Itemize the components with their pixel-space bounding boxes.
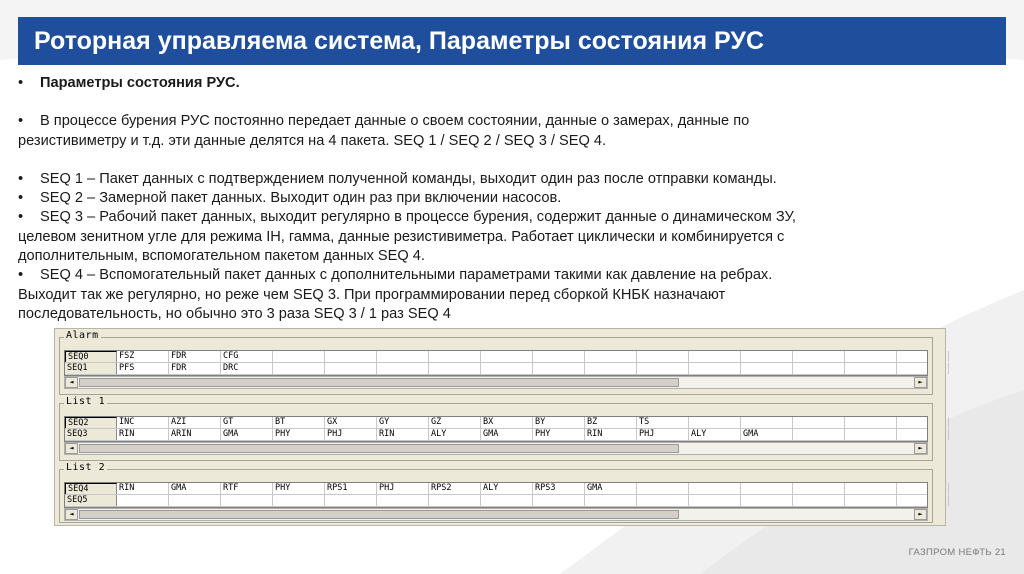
table-cell[interactable]: RPS1 — [325, 483, 377, 494]
table-cell[interactable]: RIN — [117, 429, 169, 440]
table-row — [65, 483, 927, 495]
table-cell[interactable] — [585, 495, 637, 506]
table-cell[interactable] — [897, 483, 949, 494]
table-cell[interactable] — [897, 495, 949, 506]
table-cell[interactable]: PHY — [273, 429, 325, 440]
scroll-thumb[interactable] — [79, 510, 679, 519]
table-cell[interactable]: INC — [117, 417, 169, 428]
table-cell[interactable] — [637, 495, 689, 506]
table-cell[interactable] — [845, 483, 897, 494]
table-cell[interactable] — [689, 417, 741, 428]
table-cell[interactable]: BY — [533, 417, 585, 428]
table-cell[interactable] — [793, 495, 845, 506]
table-cell[interactable]: BX — [481, 417, 533, 428]
table-cell[interactable]: BT — [273, 417, 325, 428]
table-cell[interactable] — [741, 363, 793, 374]
table-cell[interactable]: FDR — [169, 363, 221, 374]
table-cell[interactable]: RPS3 — [533, 483, 585, 494]
group-list2 — [59, 462, 933, 523]
bullet-2: • В процессе бурения РУС постоянно передает данные о своем состоянии, данные о замерах, данные по — [18, 113, 750, 130]
bullet-2-cont: резистивиметру и т.д. эти данные делятся на 4 пакета. SEQ 1 / SEQ 2 / SEQ 3 / SEQ 4. — [18, 132, 607, 149]
table-cell[interactable] — [897, 363, 949, 374]
scroll-right-icon[interactable]: ► — [914, 377, 927, 388]
row-header[interactable]: SEQ3 — [65, 429, 117, 440]
group-label-list2: List 2 — [66, 462, 106, 473]
table-cell[interactable] — [481, 351, 533, 362]
row-header[interactable]: SEQ0 — [65, 351, 117, 362]
table-cell[interactable] — [429, 363, 481, 374]
page-title: Роторная управляема система, Параметры состояния РУС — [34, 26, 764, 55]
table-cell[interactable] — [117, 495, 169, 506]
body-text — [18, 74, 993, 324]
table-cell[interactable] — [689, 363, 741, 374]
table-cell[interactable]: GZ — [429, 417, 481, 428]
bullet-3: • SEQ 1 – Пакет данных с подтверждением полученной команды, выходит один раз после отправки команды. — [18, 170, 777, 187]
table-cell[interactable] — [377, 363, 429, 374]
table-cell[interactable]: RIN — [377, 429, 429, 440]
footer-page-number: 21 — [994, 547, 1006, 558]
table-cell[interactable] — [689, 495, 741, 506]
table-cell[interactable] — [637, 351, 689, 362]
table-cell[interactable]: ALY — [689, 429, 741, 440]
table-cell[interactable] — [897, 351, 949, 362]
table-cell[interactable]: GMA — [221, 429, 273, 440]
table-cell[interactable] — [845, 417, 897, 428]
table-cell[interactable] — [481, 363, 533, 374]
table-cell[interactable] — [845, 363, 897, 374]
table-cell[interactable]: ARIN — [169, 429, 221, 440]
table-cell[interactable]: ALY — [481, 483, 533, 494]
row-header[interactable]: SEQ4 — [65, 483, 117, 494]
bullet-6: • SEQ 4 – Вспомогательный пакет данных с дополнительными параметрами такими как давление на ребрах. — [18, 267, 773, 284]
table-cell[interactable] — [793, 429, 845, 440]
seq-config-screenshot — [54, 328, 946, 526]
table-cell[interactable] — [741, 417, 793, 428]
table-cell[interactable] — [377, 495, 429, 506]
table-cell[interactable] — [533, 363, 585, 374]
table-cell[interactable]: AZI — [169, 417, 221, 428]
table-cell[interactable] — [637, 363, 689, 374]
scroll-thumb[interactable] — [79, 378, 679, 387]
table-cell[interactable] — [481, 495, 533, 506]
table-cell[interactable] — [637, 483, 689, 494]
table-cell[interactable]: BZ — [585, 417, 637, 428]
bullet-4: • SEQ 2 – Замерной пакет данных. Выходит один раз при включении насосов. — [18, 190, 562, 207]
scroll-left-icon[interactable]: ◄ — [65, 443, 78, 454]
table-cell[interactable] — [897, 417, 949, 428]
table-cell[interactable]: PHY — [273, 483, 325, 494]
scroll-right-icon[interactable]: ► — [914, 443, 927, 454]
table-cell[interactable]: GX — [325, 417, 377, 428]
scroll-left-icon[interactable]: ◄ — [65, 509, 78, 520]
table-cell[interactable] — [429, 495, 481, 506]
hscroll-list2[interactable] — [64, 508, 928, 521]
table-cell[interactable]: CFG — [221, 351, 273, 362]
table-row — [65, 351, 927, 363]
table-cell[interactable] — [793, 417, 845, 428]
table-cell[interactable]: RPS2 — [429, 483, 481, 494]
group-list1 — [59, 396, 933, 461]
table-cell[interactable] — [793, 483, 845, 494]
table-cell[interactable] — [533, 495, 585, 506]
table-cell[interactable] — [741, 483, 793, 494]
table-cell[interactable] — [585, 351, 637, 362]
table-cell[interactable]: PFS — [117, 363, 169, 374]
table-cell[interactable] — [689, 351, 741, 362]
table-cell[interactable]: ALY — [429, 429, 481, 440]
table-cell[interactable] — [845, 351, 897, 362]
table-row — [65, 495, 927, 507]
grid-list2 — [64, 482, 928, 508]
table-cell[interactable] — [377, 351, 429, 362]
table-cell[interactable]: GT — [221, 417, 273, 428]
grid-alarm — [64, 350, 928, 376]
table-row — [65, 363, 927, 375]
table-cell[interactable] — [169, 495, 221, 506]
title-bar — [18, 17, 1006, 65]
row-header[interactable]: SEQ5 — [65, 495, 117, 506]
table-cell[interactable]: PHJ — [637, 429, 689, 440]
table-cell[interactable]: PHJ — [325, 429, 377, 440]
row-header[interactable]: SEQ1 — [65, 363, 117, 374]
table-cell[interactable] — [325, 363, 377, 374]
scroll-right-icon[interactable]: ► — [914, 509, 927, 520]
table-cell[interactable] — [793, 363, 845, 374]
table-cell[interactable] — [533, 351, 585, 362]
table-row — [65, 429, 927, 441]
table-cell[interactable]: GMA — [585, 483, 637, 494]
table-cell[interactable]: GY — [377, 417, 429, 428]
bullet-5-cont-2: дополнительным, вспомогательном пакетом данных SEQ 4. — [18, 248, 425, 265]
table-cell[interactable] — [273, 495, 325, 506]
table-cell[interactable] — [273, 363, 325, 374]
scroll-left-icon[interactable]: ◄ — [65, 377, 78, 388]
table-cell[interactable] — [429, 351, 481, 362]
table-cell[interactable] — [793, 351, 845, 362]
hscroll-list1[interactable] — [64, 442, 928, 455]
table-cell[interactable]: GMA — [481, 429, 533, 440]
group-label-alarm: Alarm — [66, 330, 99, 341]
grid-list1 — [64, 416, 928, 442]
group-label-list1: List 1 — [66, 396, 106, 407]
table-row — [65, 417, 927, 429]
group-alarm — [59, 330, 933, 395]
hscroll-alarm[interactable] — [64, 376, 928, 389]
table-cell[interactable] — [741, 495, 793, 506]
table-cell[interactable]: GMA — [169, 483, 221, 494]
bullet-5-cont-1: целевом зенитном угле для режима IH, гамма, данные резистивиметра. Работает циклически и комбинируется с — [18, 228, 785, 245]
bullet-6-cont-2: последовательность, но обычно это 3 раза SEQ 3 / 1 раз SEQ 4 — [18, 305, 451, 322]
table-cell[interactable]: FDR — [169, 351, 221, 362]
table-cell[interactable] — [689, 483, 741, 494]
table-cell[interactable]: PHY — [533, 429, 585, 440]
bullet-6-cont-1: Выходит так же регулярно, но реже чем SEQ 3. При программировании перед сборкой КНБК назначают — [18, 286, 726, 303]
footer — [909, 547, 1006, 558]
table-cell[interactable] — [325, 351, 377, 362]
table-cell[interactable]: RTF — [221, 483, 273, 494]
table-cell[interactable] — [741, 351, 793, 362]
table-cell[interactable] — [221, 495, 273, 506]
table-cell[interactable] — [325, 495, 377, 506]
table-cell[interactable]: RIN — [585, 429, 637, 440]
table-cell[interactable] — [273, 351, 325, 362]
table-cell[interactable]: PHJ — [377, 483, 429, 494]
table-cell[interactable]: GMA — [741, 429, 793, 440]
table-cell[interactable]: FSZ — [117, 351, 169, 362]
table-cell[interactable] — [845, 495, 897, 506]
table-cell[interactable]: RIN — [117, 483, 169, 494]
table-cell[interactable] — [585, 363, 637, 374]
table-cell[interactable] — [897, 429, 949, 440]
table-cell[interactable]: TS — [637, 417, 689, 428]
scroll-thumb[interactable] — [79, 444, 679, 453]
bullet-5: • SEQ 3 – Рабочий пакет данных, выходит регулярно в процессе бурения, содержит данные о динамическом ЗУ, — [18, 209, 796, 226]
table-cell[interactable] — [845, 429, 897, 440]
row-header[interactable]: SEQ2 — [65, 417, 117, 428]
footer-brand: ГАЗПРОМ НЕФТЬ — [908, 547, 992, 558]
table-cell[interactable]: DRC — [221, 363, 273, 374]
bullet-1: • Параметры состояния РУС. — [18, 75, 240, 91]
